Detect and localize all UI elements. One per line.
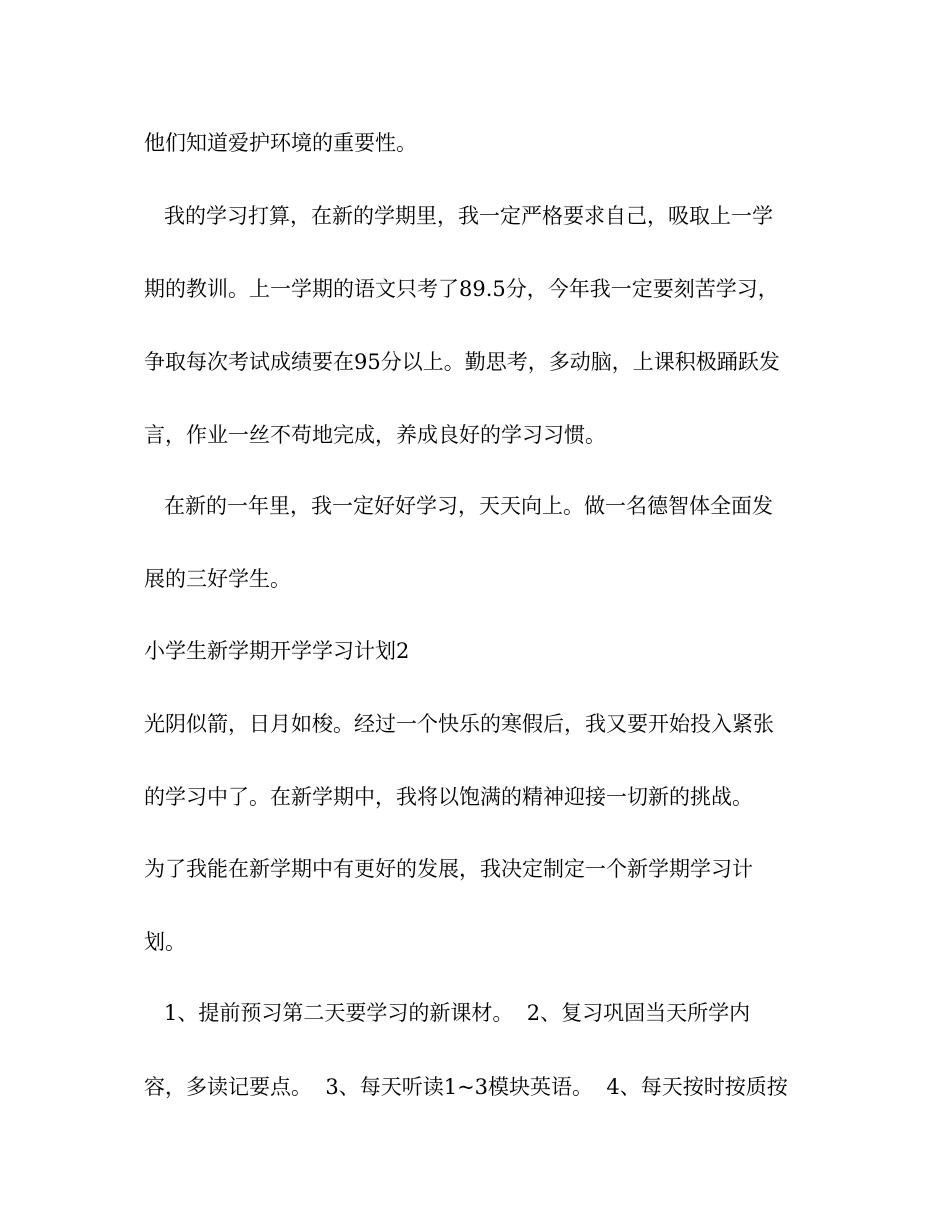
section-heading: 小学生新学期开学学习计划2	[144, 639, 410, 663]
list-item: 容，多读记要点。 3、每天听读1~3模块英语。 4、每天按时按质按	[144, 1075, 788, 1099]
list-item: 1、提前预习第二天要学习的新课材。 2、复习巩固当天所学内	[144, 1001, 751, 1025]
text-line: 光阴似箭，日月如梭。经过一个快乐的寒假后，我又要开始投入紧张	[144, 712, 774, 736]
text-line: 展的三好学生。	[144, 567, 291, 591]
text-line: 期的教训。上一学期的语文只考了89.5分，今年我一定要刻苦学习，	[144, 277, 779, 301]
text-line: 争取每次考试成绩要在95分以上。勤思考，多动脑，上课积极踊跃发	[144, 350, 780, 374]
text-line: 在新的一年里，我一定好好学习，天天向上。做一名德智体全面发	[144, 494, 774, 518]
text-line: 划。	[144, 930, 186, 954]
text-line: 他们知道爱护环境的重要性。	[144, 131, 417, 155]
text-line: 言，作业一丝不苟地完成，养成良好的学习习惯。	[144, 423, 606, 447]
text-line: 我的学习打算，在新的学期里，我一定严格要求自己，吸取上一学	[144, 204, 774, 228]
text-line: 为了我能在新学期中有更好的发展，我决定制定一个新学期学习计	[144, 857, 753, 881]
text-line: 的学习中了。在新学期中，我将以饱满的精神迎接一切新的挑战。	[144, 785, 753, 809]
